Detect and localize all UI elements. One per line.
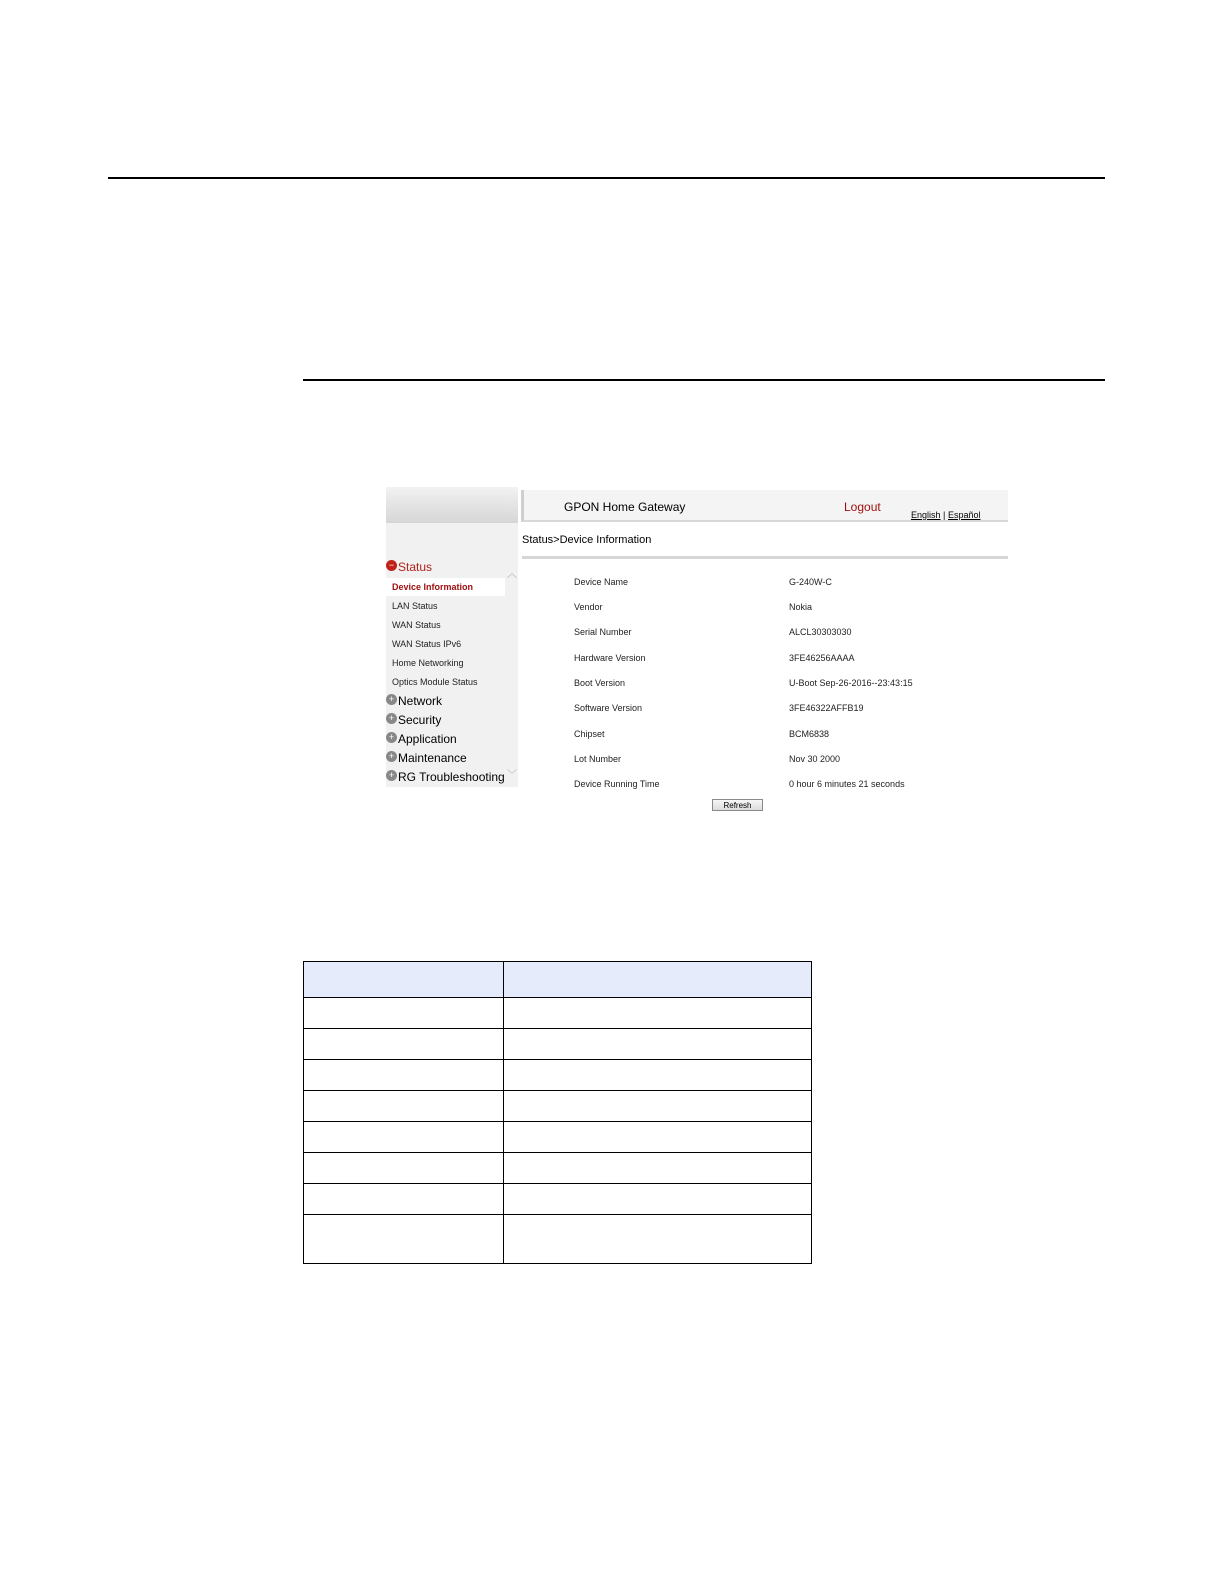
info-value-hardware-version: 3FE46256AAAA	[789, 653, 855, 663]
table-cell	[504, 1184, 812, 1215]
sidebar-section-label: Security	[398, 713, 442, 727]
table-cell	[304, 998, 504, 1029]
chevron-down-icon[interactable]: ﹀	[507, 770, 517, 781]
table-cell	[304, 1122, 504, 1153]
table-row	[304, 1029, 812, 1060]
chevron-up-icon[interactable]: ︿	[507, 569, 517, 580]
sidebar-section-label: RG Troubleshooting	[398, 770, 505, 784]
info-value-device-running-time: 0 hour 6 minutes 21 seconds	[789, 779, 905, 789]
table-cell	[504, 1091, 812, 1122]
sidebar-section-rg-troubleshooting[interactable]	[386, 770, 505, 784]
info-label-vendor: Vendor	[574, 602, 603, 612]
sidebar-item-home-networking[interactable]: Home Networking	[392, 658, 464, 668]
gateway-screenshot	[386, 487, 1008, 817]
table-row	[304, 1153, 812, 1184]
breadcrumb-divider	[522, 556, 1008, 559]
sidebar-item-device-information[interactable]: Device Information	[386, 578, 505, 596]
sidebar-section-label: Status	[398, 560, 433, 574]
sidebar-section-maintenance[interactable]	[386, 751, 467, 765]
sidebar	[386, 487, 518, 787]
sidebar-scrollbar[interactable]	[506, 563, 518, 787]
info-label-serial-number: Serial Number	[574, 627, 632, 637]
info-label-software-version: Software Version	[574, 703, 643, 713]
sidebar-item-wan-status[interactable]: WAN Status	[392, 620, 441, 630]
plus-circle-icon: +	[386, 732, 397, 743]
plus-circle-icon: +	[386, 694, 397, 705]
plus-circle-icon: +	[386, 770, 397, 781]
table-row	[304, 998, 812, 1029]
table-row	[304, 1122, 812, 1153]
info-label-boot-version: Boot Version	[574, 678, 626, 688]
sidebar-item-wan-status-ipv6[interactable]: WAN Status IPv6	[392, 639, 462, 649]
table-header-row	[304, 962, 812, 998]
sidebar-section-application[interactable]	[386, 732, 457, 746]
table-cell	[504, 1122, 812, 1153]
sidebar-item-optics-module-status[interactable]: Optics Module Status	[392, 677, 478, 687]
table-cell	[304, 1215, 504, 1264]
table-cell	[304, 1184, 504, 1215]
language-espanol-link[interactable]: Español	[948, 510, 981, 520]
sidebar-section-security[interactable]	[386, 713, 441, 727]
table-cell	[304, 1060, 504, 1091]
info-value-device-name: G-240W-C	[789, 577, 832, 587]
info-value-chipset: BCM6838	[789, 729, 830, 739]
info-label-lot-number: Lot Number	[574, 754, 622, 764]
logout-link[interactable]: Logout	[844, 500, 881, 514]
sidebar-section-network[interactable]	[386, 694, 442, 708]
sidebar-header	[386, 487, 518, 523]
sidebar-section-label: Network	[398, 694, 443, 708]
info-value-lot-number: Nov 30 2000	[789, 754, 841, 764]
table-cell	[504, 1215, 812, 1264]
info-label-device-name: Device Name	[574, 577, 629, 587]
table-row	[304, 1215, 812, 1264]
minus-circle-icon: −	[386, 560, 397, 571]
table-header-cell	[504, 962, 812, 998]
table-header-cell	[304, 962, 504, 998]
plus-circle-icon: +	[386, 713, 397, 724]
info-value-vendor: Nokia	[789, 602, 813, 612]
info-label-hardware-version: Hardware Version	[574, 653, 646, 663]
refresh-button[interactable]: Refresh	[712, 799, 763, 811]
sidebar-item-lan-status[interactable]: LAN Status	[392, 601, 438, 611]
parameter-table	[303, 961, 812, 1264]
info-label-chipset: Chipset	[574, 729, 605, 739]
table-cell	[304, 1153, 504, 1184]
plus-circle-icon: +	[386, 751, 397, 762]
table-cell	[304, 1029, 504, 1060]
section-rule	[303, 379, 1105, 381]
app-title: GPON Home Gateway	[564, 500, 686, 514]
table-cell	[304, 1091, 504, 1122]
language-separator: |	[943, 510, 946, 520]
sidebar-section-label: Maintenance	[398, 751, 467, 765]
info-label-device-running-time: Device Running Time	[574, 779, 660, 789]
info-value-software-version: 3FE46322AFFB19	[789, 703, 864, 713]
header-bar	[521, 490, 1008, 522]
info-value-boot-version: U-Boot Sep-26-2016--23:43:15	[789, 678, 913, 688]
table-row	[304, 1091, 812, 1122]
info-value-serial-number: ALCL30303030	[789, 627, 852, 637]
sidebar-section-status[interactable]	[386, 560, 432, 574]
table-row	[304, 1060, 812, 1091]
language-english-link[interactable]: English	[911, 510, 941, 520]
table-row	[304, 1184, 812, 1215]
table-cell	[504, 998, 812, 1029]
table-cell	[504, 1153, 812, 1184]
table-cell	[504, 1029, 812, 1060]
page-top-rule	[108, 177, 1105, 179]
breadcrumb: Status>Device Information	[522, 534, 652, 546]
sidebar-section-label: Application	[398, 732, 457, 746]
table-cell	[504, 1060, 812, 1091]
